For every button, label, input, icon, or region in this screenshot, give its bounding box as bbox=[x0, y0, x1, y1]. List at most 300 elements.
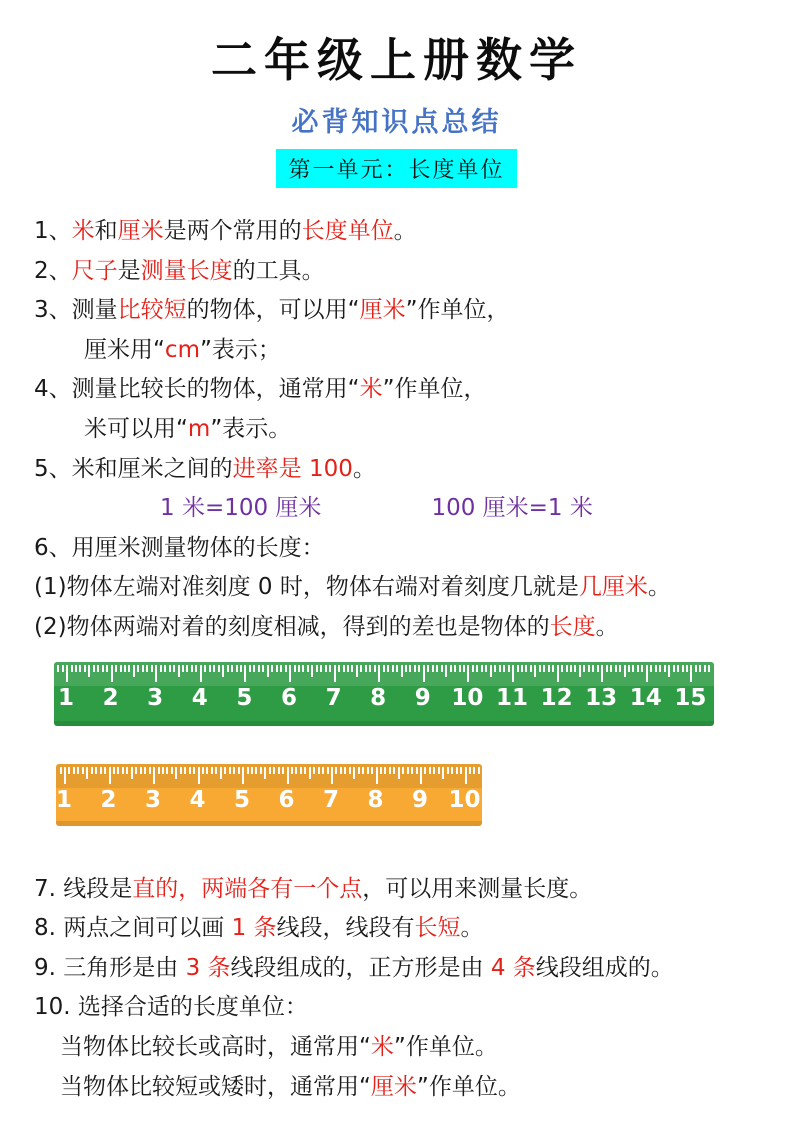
ruler-tick bbox=[260, 767, 262, 774]
ruler-tick bbox=[699, 665, 701, 672]
ruler-tick bbox=[335, 767, 337, 774]
ruler-tick bbox=[68, 767, 70, 774]
ruler-tick bbox=[309, 767, 311, 779]
ruler-tick bbox=[140, 767, 142, 774]
page-title: 二年级上册数学 bbox=[211, 33, 582, 87]
ruler-tick bbox=[606, 665, 608, 672]
ruler-tick bbox=[704, 665, 706, 672]
ruler-tick bbox=[64, 767, 66, 784]
ruler-tick bbox=[57, 665, 59, 672]
ruler-tick bbox=[189, 767, 191, 774]
ruler-tick bbox=[82, 767, 84, 774]
ruler-tick bbox=[95, 767, 97, 774]
ruler-tick bbox=[280, 665, 282, 672]
ruler-tick bbox=[302, 665, 304, 672]
ruler-tick bbox=[708, 665, 710, 672]
text-segment: 5、米和厘米之间的 bbox=[34, 455, 233, 482]
ruler-tick bbox=[389, 767, 391, 774]
ruler-tick bbox=[289, 665, 291, 682]
ruler-tick bbox=[420, 767, 422, 784]
ruler-tick bbox=[416, 767, 418, 774]
ruler-tick bbox=[126, 767, 128, 774]
ruler-tick bbox=[169, 665, 171, 672]
ruler-tick bbox=[583, 665, 585, 672]
text-segment: 3 条 bbox=[185, 954, 231, 981]
ruler-tick bbox=[387, 665, 389, 672]
ruler-tick bbox=[521, 665, 523, 672]
ruler-tick bbox=[295, 767, 297, 774]
ruler-tick bbox=[88, 665, 90, 677]
subtitle: 必背知识点总结 bbox=[291, 107, 502, 138]
ruler-tick bbox=[530, 665, 532, 672]
ruler-tick bbox=[115, 665, 117, 672]
item-10 bbox=[34, 988, 793, 1028]
ruler-tick bbox=[206, 767, 208, 774]
ruler-tick bbox=[71, 665, 73, 672]
ruler-tick bbox=[276, 665, 278, 672]
text-segment: 的物体，可以用“ bbox=[186, 297, 360, 324]
ruler-tick bbox=[158, 767, 160, 774]
ruler-tick bbox=[673, 665, 675, 672]
ruler-tick bbox=[343, 665, 345, 672]
ruler-tick bbox=[249, 665, 251, 672]
text-segment: 8. 两点之间可以画 bbox=[34, 915, 232, 942]
ruler-number: 13 bbox=[585, 684, 618, 711]
ruler-tick bbox=[344, 767, 346, 774]
ruler-tick bbox=[204, 665, 206, 672]
text-segment: 100 厘米=1 米 bbox=[431, 495, 593, 522]
ruler-tick bbox=[494, 665, 496, 672]
ruler-tick bbox=[445, 665, 447, 677]
text-segment: 尺子 bbox=[71, 257, 118, 284]
section-header-highlight: 第一单元：长度单位 bbox=[276, 149, 516, 188]
ruler-tick bbox=[162, 767, 164, 774]
ruler-tick bbox=[525, 665, 527, 672]
ruler-tick bbox=[460, 767, 462, 774]
ruler-tick bbox=[610, 665, 612, 672]
ruler-tick bbox=[84, 665, 86, 672]
ruler-tick bbox=[396, 665, 398, 672]
ruler-tick bbox=[548, 665, 550, 672]
ruler-tick bbox=[615, 665, 617, 672]
ruler-tick bbox=[264, 767, 266, 779]
text-segment: 测量长度 bbox=[140, 257, 233, 284]
ruler-number: 8 bbox=[370, 684, 387, 711]
ruler-tick bbox=[356, 665, 358, 677]
item-3-line-1 bbox=[34, 291, 793, 331]
text-segment: 4 条 bbox=[490, 954, 536, 981]
ruler-tick bbox=[441, 665, 443, 672]
ruler-tick bbox=[218, 665, 220, 672]
ruler-number: 5 bbox=[236, 684, 253, 711]
ruler-tick bbox=[191, 665, 193, 672]
ruler-tick bbox=[628, 665, 630, 672]
ruler-tick bbox=[588, 665, 590, 672]
ruler-tick bbox=[442, 767, 444, 779]
item-4-line-2 bbox=[34, 410, 793, 450]
ruler-tick bbox=[398, 767, 400, 779]
text-segment: 4、测量比较长的物体，通常用“ bbox=[34, 376, 360, 403]
text-segment: ”表示。 bbox=[210, 415, 292, 442]
ruler-tick bbox=[262, 665, 264, 672]
text-segment: (2)物体两端对着的刻度相减，得到的差也是物体的 bbox=[34, 613, 550, 640]
ruler-tick bbox=[334, 665, 336, 682]
ruler-tick bbox=[380, 767, 382, 774]
ruler-tick bbox=[552, 665, 554, 672]
ruler-tick bbox=[450, 665, 452, 672]
item-3-line-2 bbox=[34, 331, 793, 371]
ruler-tick bbox=[451, 767, 453, 774]
ruler-tick bbox=[211, 767, 213, 774]
text-segment: 米可以用“ bbox=[84, 415, 188, 442]
ruler-tick bbox=[481, 665, 483, 672]
ruler-tick bbox=[539, 665, 541, 672]
ruler-tick bbox=[186, 665, 188, 672]
ruler-tick bbox=[655, 665, 657, 672]
ruler-tick bbox=[97, 665, 99, 672]
ruler-tick bbox=[178, 665, 180, 677]
ruler-tick bbox=[131, 767, 133, 779]
ruler-tick bbox=[478, 767, 480, 774]
ruler-tick bbox=[424, 767, 426, 774]
ruler-tick bbox=[60, 767, 62, 774]
ruler-number: 6 bbox=[280, 684, 298, 711]
ruler-tick bbox=[166, 767, 168, 774]
ruler-number: 3 bbox=[144, 786, 162, 813]
ruler-tick bbox=[122, 767, 124, 774]
ruler-tick bbox=[459, 665, 461, 672]
ruler-tick bbox=[534, 665, 536, 677]
ruler-tick bbox=[601, 665, 603, 682]
ruler-tick bbox=[109, 767, 111, 784]
ruler-number: 9 bbox=[414, 684, 431, 711]
section-header-row bbox=[0, 149, 793, 188]
ruler-tick bbox=[433, 767, 435, 774]
ruler-number: 2 bbox=[102, 684, 119, 711]
ruler-tick bbox=[240, 665, 242, 672]
ruler-tick bbox=[213, 665, 215, 672]
item-6 bbox=[34, 529, 793, 569]
ruler-tick bbox=[690, 665, 692, 682]
ruler-tick bbox=[209, 665, 211, 672]
text-segment: 10. 选择合适的长度单位： bbox=[34, 994, 308, 1021]
text-segment: 的工具。 bbox=[232, 257, 325, 284]
text-segment: 当物体比较短或矮时，通常用“ bbox=[60, 1073, 371, 1100]
text-segment: ”作单位， bbox=[405, 297, 510, 324]
ruler-number: 10 bbox=[448, 786, 481, 813]
text-segment: ，可以用来测量长度。 bbox=[362, 875, 593, 902]
ruler-tick bbox=[102, 665, 104, 672]
ruler-tick bbox=[236, 665, 238, 672]
ruler-tick bbox=[120, 665, 122, 672]
ruler-tick bbox=[429, 767, 431, 774]
ruler-tick bbox=[215, 767, 217, 774]
ruler-tick bbox=[393, 767, 395, 774]
text-segment: 米 bbox=[370, 1033, 394, 1060]
item-4-line-1 bbox=[34, 370, 793, 410]
text-segment: 厘米 bbox=[370, 1073, 417, 1100]
ruler-tick bbox=[198, 767, 200, 784]
text-segment: 1 米=100 厘米 bbox=[160, 495, 322, 522]
ruler-tick bbox=[251, 767, 253, 774]
ruler-tick bbox=[229, 767, 231, 774]
ruler-tick bbox=[73, 767, 75, 774]
ruler-number: 12 bbox=[540, 684, 573, 711]
ruler-tick bbox=[117, 767, 119, 774]
ruler-tick bbox=[490, 665, 492, 677]
ruler-tick bbox=[358, 767, 360, 774]
ruler-tick bbox=[128, 665, 130, 672]
ruler-tick bbox=[668, 665, 670, 677]
item-9 bbox=[34, 949, 793, 989]
ruler-tick bbox=[682, 665, 684, 672]
ruler-number: 11 bbox=[495, 684, 529, 711]
ruler-tick bbox=[619, 665, 621, 672]
ruler-tick bbox=[695, 665, 697, 672]
ruler-tick bbox=[86, 767, 88, 779]
item-2 bbox=[34, 252, 793, 292]
ruler-tick bbox=[291, 767, 293, 774]
ruler-tick bbox=[347, 665, 349, 672]
ruler-tick bbox=[320, 665, 322, 672]
ruler-tick bbox=[351, 665, 353, 672]
ruler-tick bbox=[392, 665, 394, 672]
ruler-tick bbox=[231, 665, 233, 672]
ruler-number: 10 bbox=[451, 684, 484, 711]
ruler-tick bbox=[592, 665, 594, 672]
ruler-tick bbox=[104, 767, 106, 774]
text-segment: m bbox=[187, 415, 211, 442]
ruler-tick bbox=[476, 665, 478, 672]
ruler-tick bbox=[664, 665, 666, 672]
ruler-tick bbox=[144, 767, 146, 774]
text-segment: 是 bbox=[117, 257, 141, 284]
ruler-tick bbox=[227, 665, 229, 672]
ruler-tick bbox=[574, 665, 576, 672]
text-segment: 3、测量 bbox=[34, 297, 118, 324]
ruler-tick bbox=[566, 665, 568, 672]
ruler-tick bbox=[405, 665, 407, 672]
ruler-tick bbox=[160, 665, 162, 672]
ruler-tick bbox=[517, 665, 519, 672]
ruler-tick bbox=[244, 665, 246, 682]
item-8 bbox=[34, 909, 793, 949]
ruler-tick bbox=[77, 767, 79, 774]
ruler-tick bbox=[401, 665, 403, 677]
ruler-tick bbox=[371, 767, 373, 774]
ruler-tick bbox=[650, 665, 652, 672]
ruler-tick bbox=[113, 767, 115, 774]
ruler-tick bbox=[579, 665, 581, 677]
ruler-tick bbox=[282, 767, 284, 774]
ruler-tick bbox=[353, 767, 355, 779]
green-ruler-15cm bbox=[54, 662, 714, 726]
text-segment: ”作单位。 bbox=[416, 1073, 521, 1100]
ruler-tick bbox=[298, 665, 300, 672]
ruler-tick bbox=[557, 665, 559, 682]
item-6-note-2 bbox=[34, 608, 793, 648]
ruler-tick bbox=[66, 665, 68, 682]
ruler-tick bbox=[278, 767, 280, 774]
ruler-tick bbox=[543, 665, 545, 672]
document-page bbox=[0, 24, 793, 1146]
ruler-tick bbox=[253, 665, 255, 672]
ruler-tick bbox=[222, 665, 224, 677]
ruler-tick bbox=[307, 665, 309, 672]
ruler-tick bbox=[269, 767, 271, 774]
ruler-tick bbox=[414, 665, 416, 672]
ruler-tick bbox=[247, 767, 249, 774]
ruler-tick bbox=[454, 665, 456, 672]
text-segment: 和 bbox=[94, 218, 118, 244]
text-segment: 进率是 100 bbox=[232, 455, 353, 482]
text-segment: 1、 bbox=[34, 218, 72, 244]
text-segment: ”表示； bbox=[199, 336, 281, 363]
text-segment: 。 bbox=[647, 574, 671, 601]
ruler-tick bbox=[447, 767, 449, 774]
ruler-tick bbox=[255, 767, 257, 774]
ruler-tick bbox=[427, 665, 429, 672]
text-segment: 1 条 bbox=[231, 915, 277, 942]
ruler-tick bbox=[369, 665, 371, 672]
ruler-tick bbox=[349, 767, 351, 774]
ruler-tick bbox=[271, 665, 273, 672]
ruler-tick bbox=[360, 665, 362, 672]
orange-ruler-10cm bbox=[56, 764, 482, 826]
text-segment: 长短 bbox=[414, 915, 461, 942]
ruler-tick bbox=[149, 767, 151, 774]
ruler-tick bbox=[432, 665, 434, 672]
item-5 bbox=[34, 450, 793, 490]
ruler-tick bbox=[106, 665, 108, 672]
text-segment: 长度单位 bbox=[301, 218, 394, 244]
text-segment: 米 bbox=[71, 218, 95, 244]
ruler-tick bbox=[304, 767, 306, 774]
text-segment: 线段组成的。 bbox=[535, 954, 674, 981]
ruler-tick bbox=[637, 665, 639, 672]
ruler-tick bbox=[193, 767, 195, 774]
ruler-number: 2 bbox=[100, 786, 117, 813]
ruler-tick bbox=[374, 665, 376, 672]
ruler-tick bbox=[155, 665, 157, 682]
ruler-tick bbox=[316, 665, 318, 672]
ruler-number: 6 bbox=[278, 786, 295, 813]
ruler-tick bbox=[340, 767, 342, 774]
ruler-tick bbox=[561, 665, 563, 672]
ruler-tick bbox=[409, 665, 411, 672]
ruler-tick bbox=[463, 665, 465, 672]
ruler-tick bbox=[142, 665, 144, 672]
text-segment: 厘米 bbox=[117, 218, 164, 244]
ruler-tick bbox=[508, 665, 510, 672]
ruler-tick bbox=[467, 665, 469, 682]
ruler-tick bbox=[242, 767, 244, 784]
text-segment: ”作单位。 bbox=[393, 1033, 498, 1060]
ruler-tick bbox=[273, 767, 275, 774]
ruler-tick bbox=[318, 767, 320, 774]
ruler-tick bbox=[677, 665, 679, 672]
item-10-line-2 bbox=[34, 1068, 793, 1108]
ruler-tick bbox=[686, 665, 688, 672]
text-segment: 线段，线段有 bbox=[276, 915, 415, 942]
item-7 bbox=[34, 870, 793, 910]
text-segment: 几厘米 bbox=[578, 574, 648, 601]
text-segment: 长度 bbox=[549, 613, 596, 640]
ruler-tick bbox=[367, 767, 369, 774]
ruler-tick bbox=[503, 665, 505, 672]
ruler-tick bbox=[325, 665, 327, 672]
ruler-number: 3 bbox=[147, 684, 164, 711]
ruler-tick bbox=[93, 665, 95, 672]
text-segment: 米 bbox=[359, 376, 383, 403]
ruler-tick bbox=[411, 767, 413, 774]
ruler-tick bbox=[164, 665, 166, 672]
ruler-tick bbox=[258, 665, 260, 672]
ruler-tick bbox=[151, 665, 153, 672]
ruler-number: 9 bbox=[411, 786, 429, 813]
ruler-tick bbox=[300, 767, 302, 774]
text-segment: 7. 线段是 bbox=[34, 875, 133, 902]
ruler-number: 15 bbox=[674, 684, 707, 711]
ruler-tick bbox=[473, 767, 475, 774]
ruler-tick bbox=[438, 767, 440, 774]
ruler-tick bbox=[202, 767, 204, 774]
text-segment: 6、用厘米测量物体的长度： bbox=[34, 534, 325, 561]
ruler-tick bbox=[436, 665, 438, 672]
ruler-tick bbox=[137, 665, 139, 672]
ruler-tick bbox=[659, 665, 661, 672]
ruler-tick bbox=[124, 665, 126, 672]
text-segment: 直的，两端各有一个点 bbox=[132, 875, 363, 902]
ruler-tick bbox=[322, 767, 324, 774]
ruler-tick bbox=[570, 665, 572, 672]
ruler-number: 4 bbox=[189, 786, 206, 813]
ruler-tick bbox=[267, 665, 269, 677]
ruler-tick bbox=[146, 665, 148, 672]
text-segment: (1)物体左端对准刻度 0 时，物体右端对着刻度几就是 bbox=[34, 574, 579, 601]
ruler-tick bbox=[287, 767, 289, 784]
ruler-tick bbox=[624, 665, 626, 677]
item-1 bbox=[34, 212, 793, 252]
ruler-tick bbox=[153, 767, 155, 784]
ruler-tick bbox=[91, 767, 93, 774]
ruler-tick bbox=[384, 767, 386, 774]
ruler-tick bbox=[632, 665, 634, 672]
item-6-note-1 bbox=[34, 568, 793, 608]
ruler-number: 4 bbox=[191, 684, 208, 711]
ruler-number: 1 bbox=[57, 684, 75, 711]
ruler-tick bbox=[512, 665, 514, 682]
ruler-tick bbox=[182, 665, 184, 672]
text-segment: 当物体比较长或高时，通常用“ bbox=[60, 1033, 371, 1060]
text-segment: 。 bbox=[595, 613, 619, 640]
ruler-tick bbox=[313, 767, 315, 774]
ruler-tick bbox=[407, 767, 409, 774]
ruler-tick bbox=[597, 665, 599, 672]
ruler-tick bbox=[79, 665, 81, 672]
ruler-tick bbox=[362, 767, 364, 774]
body-content bbox=[0, 212, 793, 1107]
ruler-tick bbox=[329, 665, 331, 672]
ruler-tick bbox=[173, 665, 175, 672]
ruler-tick bbox=[311, 665, 313, 677]
text-segment: 9. 三角形是由 bbox=[34, 954, 186, 981]
ruler-tick bbox=[338, 665, 340, 672]
text-segment: 2、 bbox=[34, 257, 72, 284]
ruler-tick bbox=[285, 665, 287, 672]
ruler-tick bbox=[184, 767, 186, 774]
ruler-tick bbox=[75, 665, 77, 672]
